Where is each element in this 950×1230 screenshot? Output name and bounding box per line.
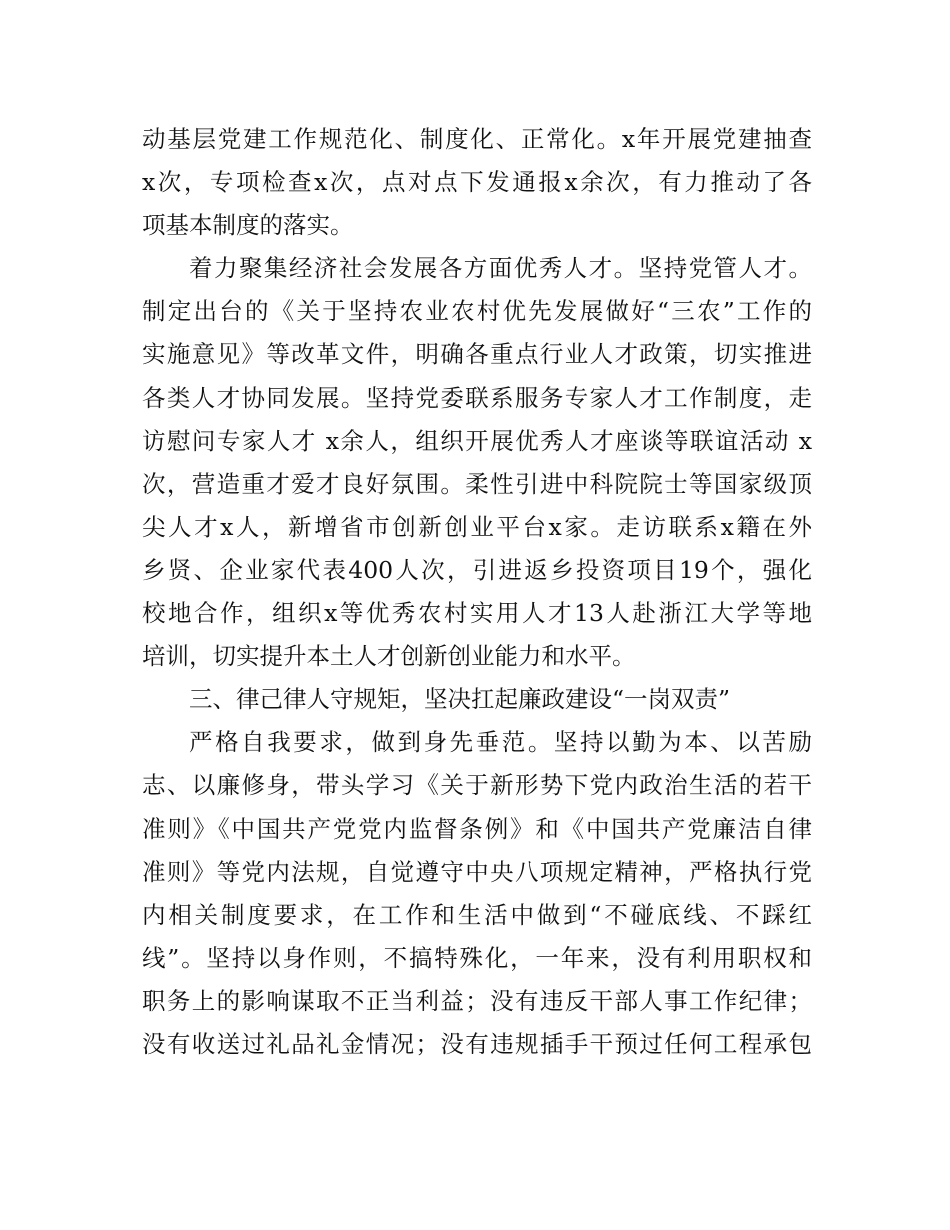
paragraph-line: 访慰问专家人才 x余人，组织开展优秀人才座谈等联谊活动 x bbox=[142, 426, 812, 455]
paragraph-line: 制定出台的《关于坚持农业农村优先发展做好“三农”工作的 bbox=[142, 297, 812, 326]
paragraph-line: 准则》等党内法规，自觉遵守中央八项规定精神，严格执行党 bbox=[142, 857, 812, 886]
paragraph-line: 动基层党建工作规范化、制度化、正常化。x年开展党建抽查 bbox=[142, 125, 812, 153]
paragraph-line: 尖人才x人，新增省市创新创业平台x家。走访联系x籍在外 bbox=[142, 512, 812, 541]
document-body bbox=[142, 118, 812, 1066]
paragraph-line: 乡贤、企业家代表400人次，引进返乡投资项目19个，强化 bbox=[142, 555, 812, 584]
paragraph-line: 项基本制度的落实。 bbox=[142, 211, 354, 240]
paragraph-line: 各类人才协同发展。坚持党委联系服务专家人才工作制度，走 bbox=[142, 383, 812, 412]
paragraph-line: 职务上的影响谋取不正当利益；没有违反干部人事工作纪律； bbox=[142, 986, 812, 1015]
paragraph-line: 校地合作，组织x等优秀农村实用人才13人赴浙江大学等地 bbox=[142, 599, 812, 628]
paragraph-line: 实施意见》等改革文件，明确各重点行业人才政策，切实推进 bbox=[142, 340, 812, 369]
paragraph-line: 培训，切实提升本土人才创新创业能力和水平。 bbox=[142, 642, 636, 671]
paragraph-line: 没有收送过礼品礼金情况；没有违规插手干预过任何工程承包 bbox=[142, 1029, 812, 1058]
paragraph-line: 准则》《中国共产党党内监督条例》和《中国共产党廉洁自律 bbox=[142, 814, 812, 843]
paragraph-line: 志、以廉修身，带头学习《关于新形势下党内政治生活的若干 bbox=[142, 771, 812, 800]
paragraph-line: 线”。坚持以身作则，不搞特殊化，一年来，没有利用职权和 bbox=[142, 943, 812, 972]
section-heading: 三、律己律人守规矩，坚决扛起廉政建设“一岗双责” bbox=[189, 685, 731, 714]
paragraph-line: x次，专项检查x次，点对点下发通报x余次，有力推动了各 bbox=[142, 168, 812, 197]
paragraph-line: 着力聚集经济社会发展各方面优秀人才。坚持党管人才。 bbox=[189, 254, 812, 283]
paragraph-line: 内相关制度要求，在工作和生活中做到“不碰底线、不踩红 bbox=[142, 900, 812, 929]
paragraph-line: 次，营造重才爱才良好氛围。柔性引进中科院院士等国家级顶 bbox=[142, 469, 812, 498]
paragraph-line: 严格自我要求，做到身先垂范。坚持以勤为本、以苦励 bbox=[189, 728, 812, 757]
